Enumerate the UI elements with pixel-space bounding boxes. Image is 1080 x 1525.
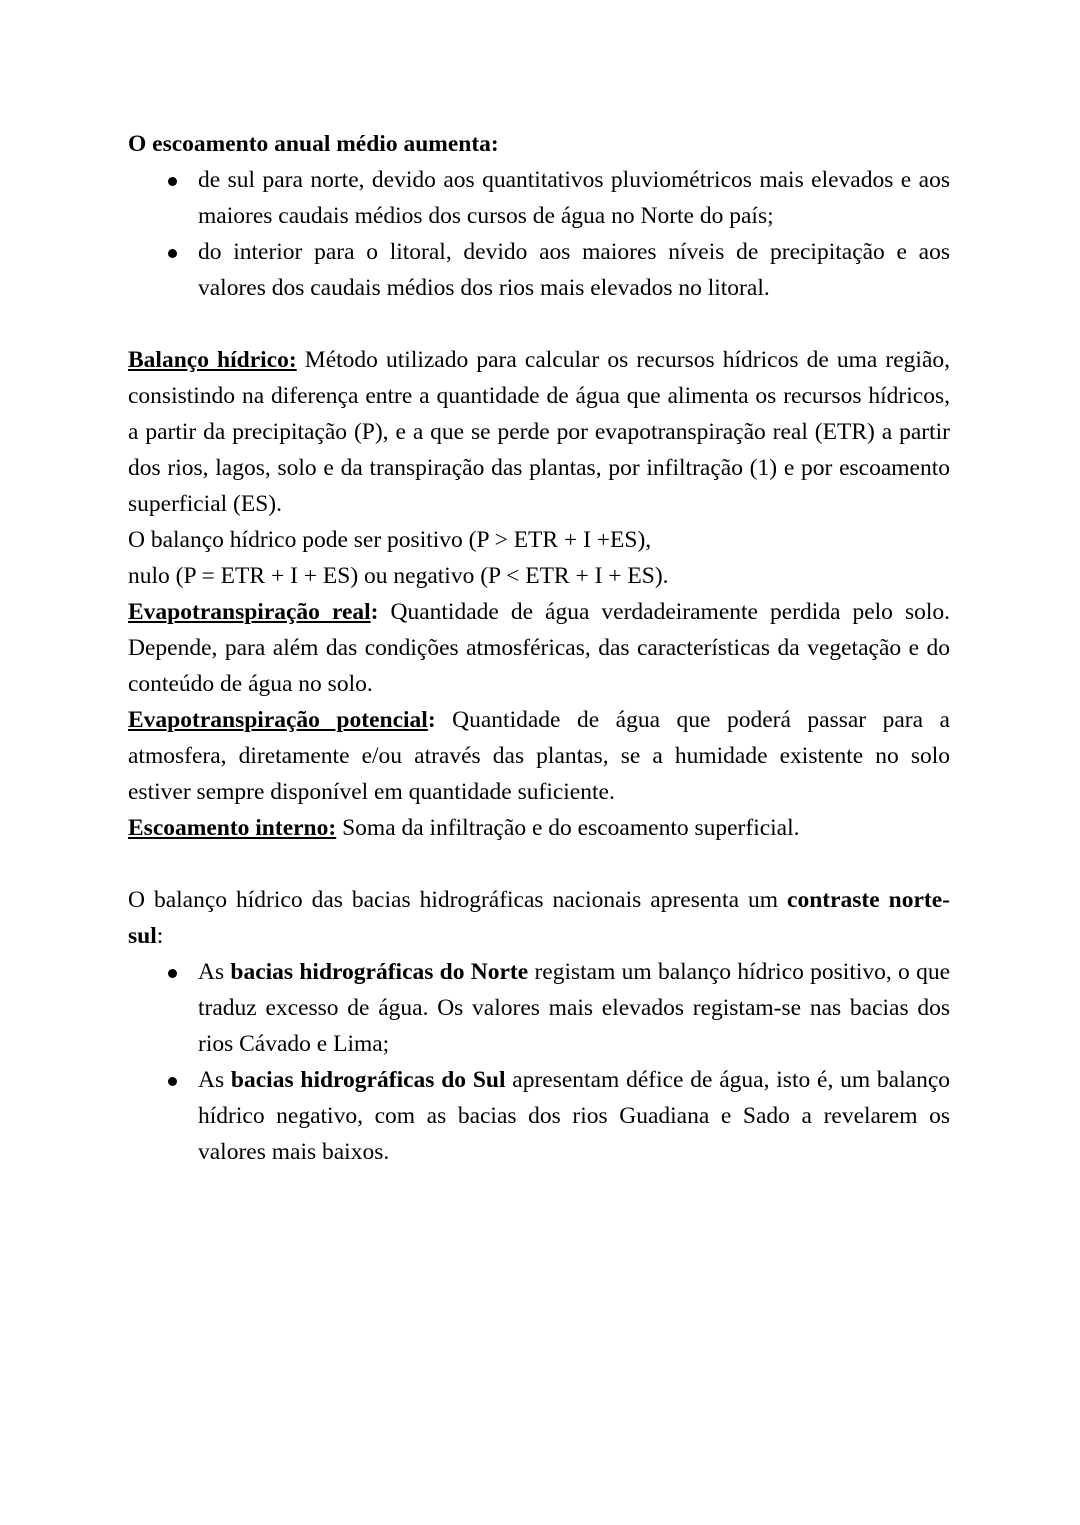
section-spacer <box>128 846 950 882</box>
equation-line-positivo: O balanço hídrico pode ser positivo (P > ETR + I +ES), <box>128 527 652 553</box>
term-evapotranspiracao-real-colon: : <box>370 599 379 625</box>
term-evapotranspiracao-potencial: Evapotranspiração potencial <box>128 707 428 733</box>
bullet-rest-text: registam um balanço hídrico positivo, o que traduz excesso de água. Os valores mais elevados registam-se nas bacias dos rios Cávado e Lima; <box>198 959 951 1057</box>
section-escoamento-anual <box>128 126 950 306</box>
term-balanco-hidrico: Balanço hídrico: <box>128 347 297 373</box>
escoamento-bullet-list <box>128 162 950 306</box>
paragraph-evapotranspiracao-real <box>128 594 950 702</box>
term-escoamento-interno: Escoamento interno: <box>128 815 337 841</box>
definition-escoamento-interno: Soma da infiltração e do escoamento superficial. <box>336 815 800 841</box>
section-evapotranspiracao-potencial <box>128 702 950 810</box>
term-evapotranspiracao-real: Evapotranspiração real <box>128 599 371 625</box>
list-item <box>128 1062 950 1170</box>
list-item <box>128 954 950 1062</box>
contraste-intro-colon: : <box>156 923 164 949</box>
section-evapotranspiracao-real <box>128 594 950 702</box>
contraste-emphasis: contraste norte-sul <box>128 887 950 949</box>
term-evapotranspiracao-potencial-colon: : <box>427 707 436 733</box>
section-balanco-hidrico <box>128 342 950 594</box>
definition-balanco-hidrico: Método utilizado para calcular os recursos hídricos de uma região, consistindo na diferença entre a quantidade de água que alimenta os recursos hídricos, a partir da precipitação (P), e a que se perde por evapotranspiração real (ETR) a partir dos rios, lagos, solo e da transpiração das plantas, por infiltração (1) e por escoamento superficial (ES). <box>128 347 951 517</box>
list-item: do interior para o litoral, devido aos maiores níveis de precipitação e aos valores dos caudais médios dos rios mais elevados no litoral. <box>128 234 950 306</box>
section-spacer <box>128 306 950 342</box>
bullet-lead-text: As <box>198 959 231 985</box>
bullet-lead-text: As <box>198 1067 231 1093</box>
bullet-emphasis-sul: bacias hidrográficas do Sul <box>230 1067 506 1093</box>
section-escoamento-interno <box>128 810 950 846</box>
paragraph-evapotranspiracao-potencial <box>128 702 950 810</box>
definition-evapotranspiracao-potencial: Quantidade de água que poderá passar para a atmosfera, diretamente e/ou através das plantas, se a humidade existente no solo estiver sempre disponível em quantidade suficiente. <box>128 707 950 805</box>
document-body <box>128 126 950 1170</box>
definition-evapotranspiracao-real: Quantidade de água verdadeiramente perdida pelo solo. Depende, para além das condições atmosféricas, das características da vegetação e do conteúdo de água no solo. <box>128 599 950 697</box>
contraste-bullet-list <box>128 954 950 1170</box>
paragraph-balanco-hidrico <box>128 342 950 522</box>
heading-escoamento-anual: O escoamento anual médio aumenta: <box>128 131 499 157</box>
list-item: de sul para norte, devido aos quantitativos pluviométricos mais elevados e aos maiores caudais médios dos cursos de água no Norte do país; <box>128 162 950 234</box>
contraste-intro-text: O balanço hídrico das bacias hidrográficas nacionais apresenta um <box>128 887 788 913</box>
bullet-rest-text: apresentam défice de água, isto é, um balanço hídrico negativo, com as bacias dos rios Guadiana e Sado a revelarem os valores mais baixos. <box>198 1067 951 1165</box>
equation-line-nulo-negativo: nulo (P = ETR + I + ES) ou negativo (P < ETR + I + ES). <box>128 563 669 589</box>
paragraph-escoamento-interno <box>128 810 950 846</box>
paragraph-contraste-intro <box>128 882 950 954</box>
bullet-emphasis-norte: bacias hidrográficas do Norte <box>230 959 529 985</box>
section-contraste-norte-sul <box>128 882 950 1170</box>
